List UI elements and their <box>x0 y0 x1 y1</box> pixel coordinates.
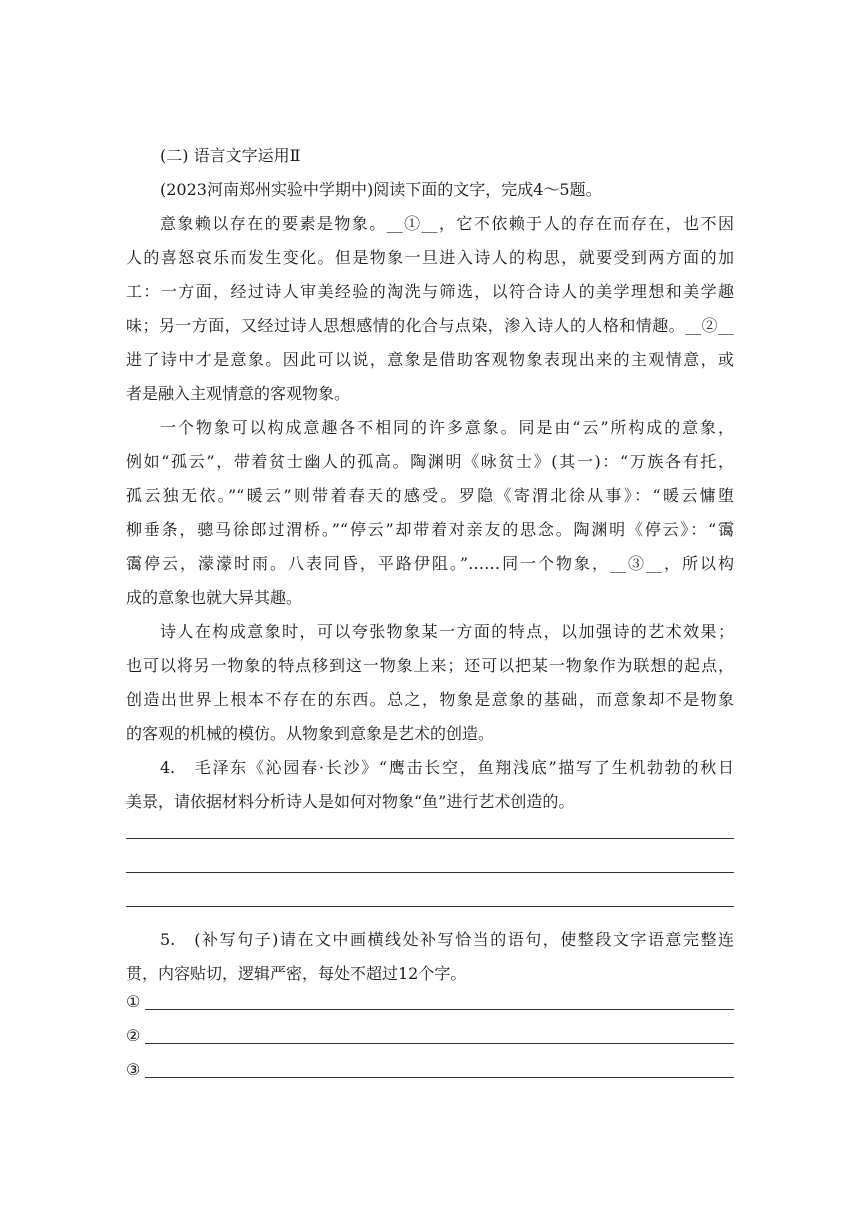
passage-p2-line-5: 霭停云，濛濛时雨。八表同昏，平路伊阻。”……同一个物象，__③__，所以构 <box>126 554 734 573</box>
question-5-line-2: 贯，内容贴切，逻辑严密，每处不超过12个字。 <box>126 964 467 983</box>
passage-p1-line-5: 进了诗中才是意象。因此可以说，意象是借助客观物象表现出来的主观情意，或 <box>126 350 734 369</box>
question-5-line-1: 5. (补写句子)请在文中画横线处补写恰当的语句，使整段文字语意完整连 <box>160 930 734 949</box>
answer-label-1: ① <box>126 992 141 1011</box>
passage-p2-line-6: 成的意象也就大异其趣。 <box>126 588 303 607</box>
passage-p3-line-1: 诗人在构成意象时，可以夸张物象某一方面的特点，以加强诗的艺术效果； <box>160 622 734 641</box>
passage-p1-line-2: 人的喜怒哀乐而发生变化。但是物象一旦进入诗人的构思，就要受到两方面的加 <box>126 248 734 267</box>
answer-label-3: ③ <box>126 1060 141 1079</box>
passage-p1-line-6: 者是融入主观情意的客观物象。 <box>126 384 351 403</box>
passage-p1-line-4: 味；另一方面，又经过诗人思想感情的化合与点染，渗入诗人的人格和情趣。__②__ <box>126 316 734 335</box>
passage-p3-line-3: 创造出世界上根本不存在的东西。总之，物象是意象的基础，而意象却不是物象 <box>126 690 734 709</box>
passage-p3-line-4: 的客观的机械的模仿。从物象到意象是艺术的创造。 <box>126 724 495 743</box>
passage-p2-line-2: 例如“孤云”，带着贫士幽人的孤高。陶渊明《咏贫士》(其一)：“万族各有托， <box>126 452 734 471</box>
answer-line-q4-1[interactable] <box>126 838 734 839</box>
answer-line-q5-1[interactable] <box>145 1009 734 1010</box>
source-line: (2023河南郑州实验中学期中)阅读下面的文字，完成4～5题。 <box>160 180 602 199</box>
question-4-line-2: 美景，请依据材料分析诗人是如何对物象“鱼”进行艺术创造的。 <box>126 792 575 811</box>
section-title: (二) 语言文字运用Ⅱ <box>160 146 301 165</box>
answer-line-q5-3[interactable] <box>145 1077 734 1078</box>
answer-line-q5-2[interactable] <box>145 1043 734 1044</box>
passage-p1-line-1: 意象赖以存在的要素是物象。__①__，它不依赖于人的存在而存在，也不因 <box>160 214 734 233</box>
passage-p2-line-4: 柳垂条，骢马徐郎过渭桥。”“停云”却带着对亲友的思念。陶渊明《停云》：“霭 <box>126 520 734 539</box>
passage-p1-line-3: 工：一方面，经过诗人审美经验的淘洗与筛选，以符合诗人的美学理想和美学趣 <box>126 282 734 301</box>
passage-p2-line-3: 孤云独无依。”“暖云”则带着春天的感受。罗隐《寄渭北徐从事》：“暖云慵堕 <box>126 486 734 505</box>
answer-line-q4-2[interactable] <box>126 872 734 873</box>
passage-p2-line-1: 一个物象可以构成意趣各不相同的许多意象。同是由“云”所构成的意象， <box>160 418 734 437</box>
question-4-line-1: 4. 毛泽东《沁园春·长沙》“鹰击长空，鱼翔浅底”描写了生机勃勃的秋日 <box>160 758 734 777</box>
answer-line-q4-3[interactable] <box>126 906 734 907</box>
passage-p3-line-2: 也可以将另一物象的特点移到这一物象上来；还可以把某一物象作为联想的起点， <box>126 656 734 675</box>
answer-label-2: ② <box>126 1026 141 1045</box>
